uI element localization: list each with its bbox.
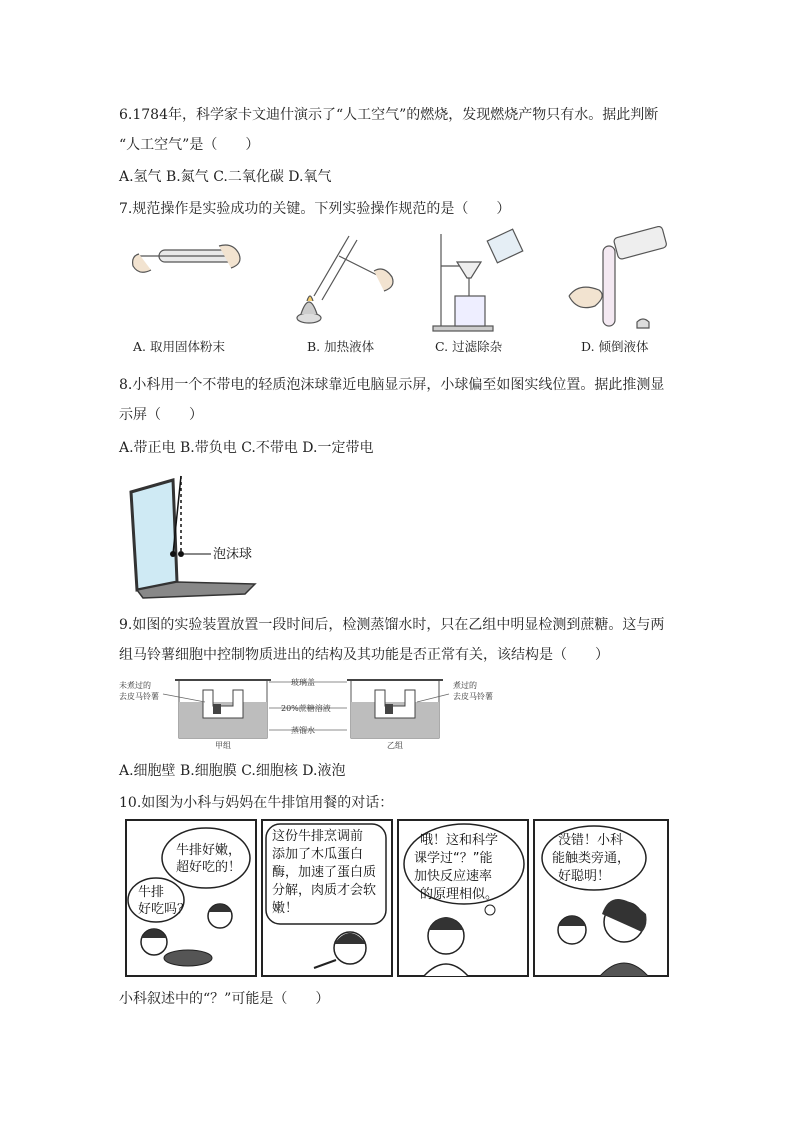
q6-stem-line2: “人工空气”是（ ） — [119, 137, 260, 153]
p3-line4: 的原理相似。 — [420, 887, 499, 902]
q7-image-c — [433, 229, 523, 331]
q9-label-left-2: 去皮马铃薯 — [119, 692, 159, 701]
q7-caption-b: B. 加热液体 — [307, 339, 375, 354]
q8-stem-line2: 示屏（ ） — [119, 407, 203, 423]
p1-bubble2-line2: 好吃吗？ — [138, 902, 191, 917]
p2-line3: 酶，加速了蛋白质 — [272, 865, 377, 880]
p4-line3: 好聪明！ — [558, 869, 611, 884]
p4-line2: 能触类旁通， — [552, 851, 631, 866]
q8-options: A.带正电 B.带负电 C.不带电 D.一定带电 — [119, 440, 374, 456]
q9-label-group-a: 甲组 — [215, 741, 231, 750]
q9-figure — [119, 672, 499, 750]
q7-figure — [119, 226, 674, 362]
q9-stem-line2: 组马铃薯细胞中控制物质进出的结构及其功能是否正常有关，该结构是（ ） — [119, 647, 609, 663]
p1-bubble2-line1: 牛排 — [138, 885, 165, 900]
q9-label-left-1: 未煮过的 — [119, 681, 151, 690]
q7-image-b — [297, 236, 393, 323]
q7-caption-a: A. 取用固体粉末 — [133, 339, 225, 354]
q8-stem-line1: 8.小科用一个不带电的轻质泡沫球靠近电脑显示屏，小球偏至如图实线位置。据此推测显 — [119, 377, 665, 393]
q6-stem-line1: 6.1784年，科学家卡文迪什演示了“人工空气”的燃烧，发现燃烧产物只有水。据此判断 — [119, 107, 659, 123]
q7-stem: 7.规范操作是实验成功的关键。下列实验操作规范的是（ ） — [119, 201, 511, 217]
q7-image-a — [133, 245, 240, 272]
q9-label-group-b: 乙组 — [387, 741, 403, 750]
q9-label-right-1: 煮过的 — [453, 681, 477, 690]
q9-stem-line1: 9.如图的实验装置放置一段时间后，检测蒸馏水时，只在乙组中明显检测到蔗糖。这与两 — [119, 617, 665, 633]
q8-figure — [125, 474, 265, 602]
q8-label-foam-ball: 泡沫球 — [213, 547, 253, 562]
q7-caption-c: C. 过滤除杂 — [435, 339, 503, 354]
q9-options: A.细胞壁 B.细胞膜 C.细胞核 D.液泡 — [119, 763, 346, 779]
q10-question: 小科叙述中的“？”可能是（ ） — [119, 991, 330, 1007]
q9-label-lid: 玻璃盖 — [291, 678, 315, 687]
p2-line2: 添加了木瓜蛋白 — [272, 847, 364, 862]
p2-line1: 这份牛排烹调前 — [272, 829, 364, 844]
q9-label-right-2: 去皮马铃薯 — [453, 692, 493, 701]
q10-comic — [124, 818, 672, 980]
p3-line2: 课学过“？”能 — [414, 851, 493, 866]
q7-caption-d: D. 倾倒液体 — [581, 339, 649, 354]
p1-bubble1-line1: 牛排好嫩， — [176, 843, 242, 858]
p2-line5: 嫩！ — [272, 901, 299, 916]
q7-image-d — [569, 226, 667, 328]
q6-options: A.氢气 B.氮气 C.二氧化碳 D.氧气 — [119, 169, 332, 185]
q9-label-solution: 20%蔗糖溶液 — [281, 704, 331, 713]
p2-line4: 分解，肉质才会软 — [272, 883, 377, 898]
p3-line3: 加快反应速率 — [414, 869, 493, 884]
p4-line1: 没错！小科 — [558, 833, 624, 848]
q10-stem: 10.如图为小科与妈妈在牛排馆用餐的对话： — [119, 795, 394, 811]
p1-bubble1-line2: 超好吃的！ — [176, 860, 242, 875]
p3-line1: 哦！这和科学 — [420, 833, 499, 848]
q9-label-water: 蒸馏水 — [291, 726, 315, 735]
